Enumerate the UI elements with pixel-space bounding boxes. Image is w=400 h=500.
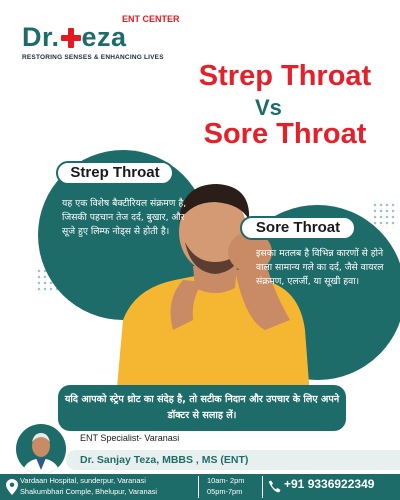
sore-label: Sore Throat (240, 216, 356, 240)
headline-sore: Sore Throat (203, 118, 367, 150)
dot-pattern (372, 202, 398, 228)
advice-banner: यदि आपको स्ट्रेप थ्रोट का संदेह है, तो सटीक निदान और उपचार के लिए अपने डॉक्टर से सलाह लें। (58, 385, 346, 431)
logo-wordmark (22, 22, 127, 53)
doctor-name: Dr. Sanjay Teza, MBBS , MS (ENT) (66, 450, 400, 470)
doctor-avatar (16, 424, 66, 474)
address-line-1: Vardaan Hospital, sunderpur, Varanasi (20, 476, 146, 485)
phone-icon (268, 480, 281, 493)
hours-line-2: 05pm-7pm (207, 487, 243, 496)
hours-line-1: 10am- 2pm (207, 476, 245, 485)
footer-phone[interactable]: +91 9336922349 (284, 477, 375, 491)
footer-divider (198, 476, 199, 498)
headline-strep: Strep Throat (198, 60, 372, 92)
strep-label: Strep Throat (56, 161, 174, 185)
logo-badge: ENT CENTER (122, 14, 180, 24)
sore-description: इसका मतलब है विभिन्न कारणों से होने वाला सामान्य गले का दर्द, जैसे वायरल संक्रमण, एलर्जी, या सूखी हवा। (256, 248, 384, 287)
footer-hours (207, 475, 244, 497)
strep-description: यह एक विशेष बैक्टीरियल संक्रमण है, जिसकी पहचान तेज दर्द, बुखार, और सूजे हुए लिम्फ नोड्स से होती है। (62, 198, 187, 237)
doctor-photo (16, 424, 66, 474)
logo-text-left: Dr. (22, 22, 60, 52)
brand-logo (22, 14, 180, 64)
doctor-specialty: ENT Specialist- Varanasi (80, 433, 180, 443)
logo-tagline: RESTORING SENSES & ENHANCING LIVES (22, 54, 164, 61)
logo-text-right: eza (81, 22, 127, 52)
footer-address (20, 475, 157, 497)
address-line-2: Shakumbhari Comple, Bhelupur, Varanasi (20, 487, 158, 496)
footer-divider (262, 476, 263, 498)
headline-vs: Vs (255, 95, 282, 120)
location-pin-icon (6, 479, 18, 495)
cross-icon (61, 28, 81, 48)
